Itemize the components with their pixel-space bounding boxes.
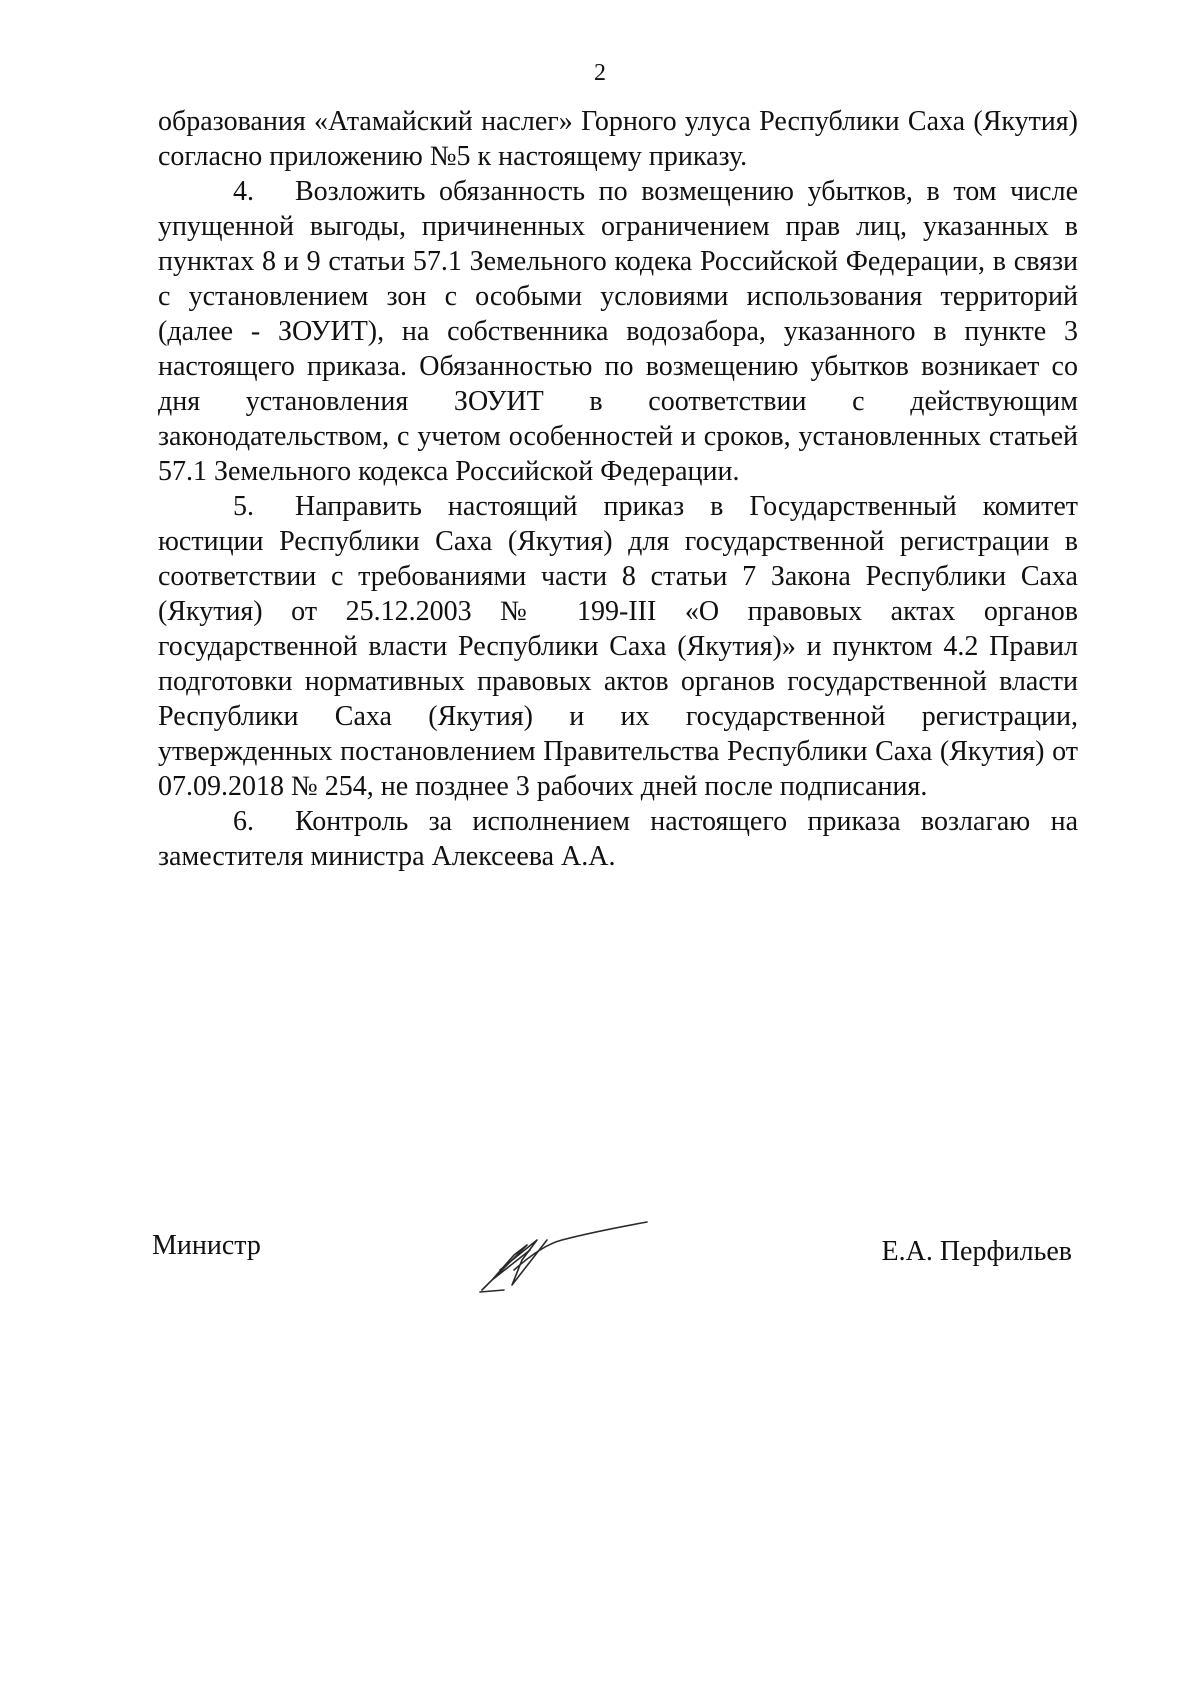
page-number: 2 xyxy=(594,60,606,86)
signer-position: Министр xyxy=(152,1230,261,1261)
item-text: Направить настоящий приказ в Государственный комитет юстиции Республики Саха (Якутия) для государственной регистрации в соответствии с требованиями части 8 статьи 7 Закона Республики Саха (Якутия) от 25.12.2003 № 199-III «О правовых актах органов государственной власти Республики Саха (Якутия)» и пунктом 4.2 Правил подготовки нормативных правовых актов органов государственной власти Республики Саха (Якутия) и их государственной регистрации, утвержденных постановлением Правительства Республики Саха (Якутия) от 07.09.2018 № 254, не позднее 3 рабочих дней после подписания. xyxy=(158,491,1078,802)
numbered-item xyxy=(158,804,1078,874)
numbered-item xyxy=(158,489,1078,804)
item-text: Возложить обязанность по возмещению убытков, в том числе упущенной выгоды, причиненных ограничением прав лиц, указанных в пунктах 8 и 9 статьи 57.1 Земельного кодека Российской Федерации, в связи с установлением зон с особыми условиями использования территорий (далее - ЗОУИТ), на собственника водозабора, указанного в пункте 3 настоящего приказа. Обязанностью по возмещению убытков возникает со дня установления ЗОУИТ в соответствии с действующим законодательством, с учетом особенностей и сроков, установленных статьей 57.1 Земельного кодекса Российской Федерации. xyxy=(158,176,1078,487)
item-text: Контроль за исполнением настоящего приказа возлагаю на заместителя министра Алексеева А.А. xyxy=(158,806,1078,872)
signer-name: Е.А. Перфильев xyxy=(881,1236,1072,1267)
item-number: 4. xyxy=(233,176,254,207)
item-number: 5. xyxy=(233,491,254,522)
intro-paragraph: образования «Атамайский наслег» Горного улуса Республики Саха (Якутия) согласно приложению №5 к настоящему приказу. xyxy=(158,106,1078,172)
document-body xyxy=(158,104,1078,874)
item-number: 6. xyxy=(233,806,254,837)
numbered-item xyxy=(158,174,1078,489)
handwritten-signature xyxy=(452,1210,652,1300)
signature-block xyxy=(152,1210,1072,1320)
